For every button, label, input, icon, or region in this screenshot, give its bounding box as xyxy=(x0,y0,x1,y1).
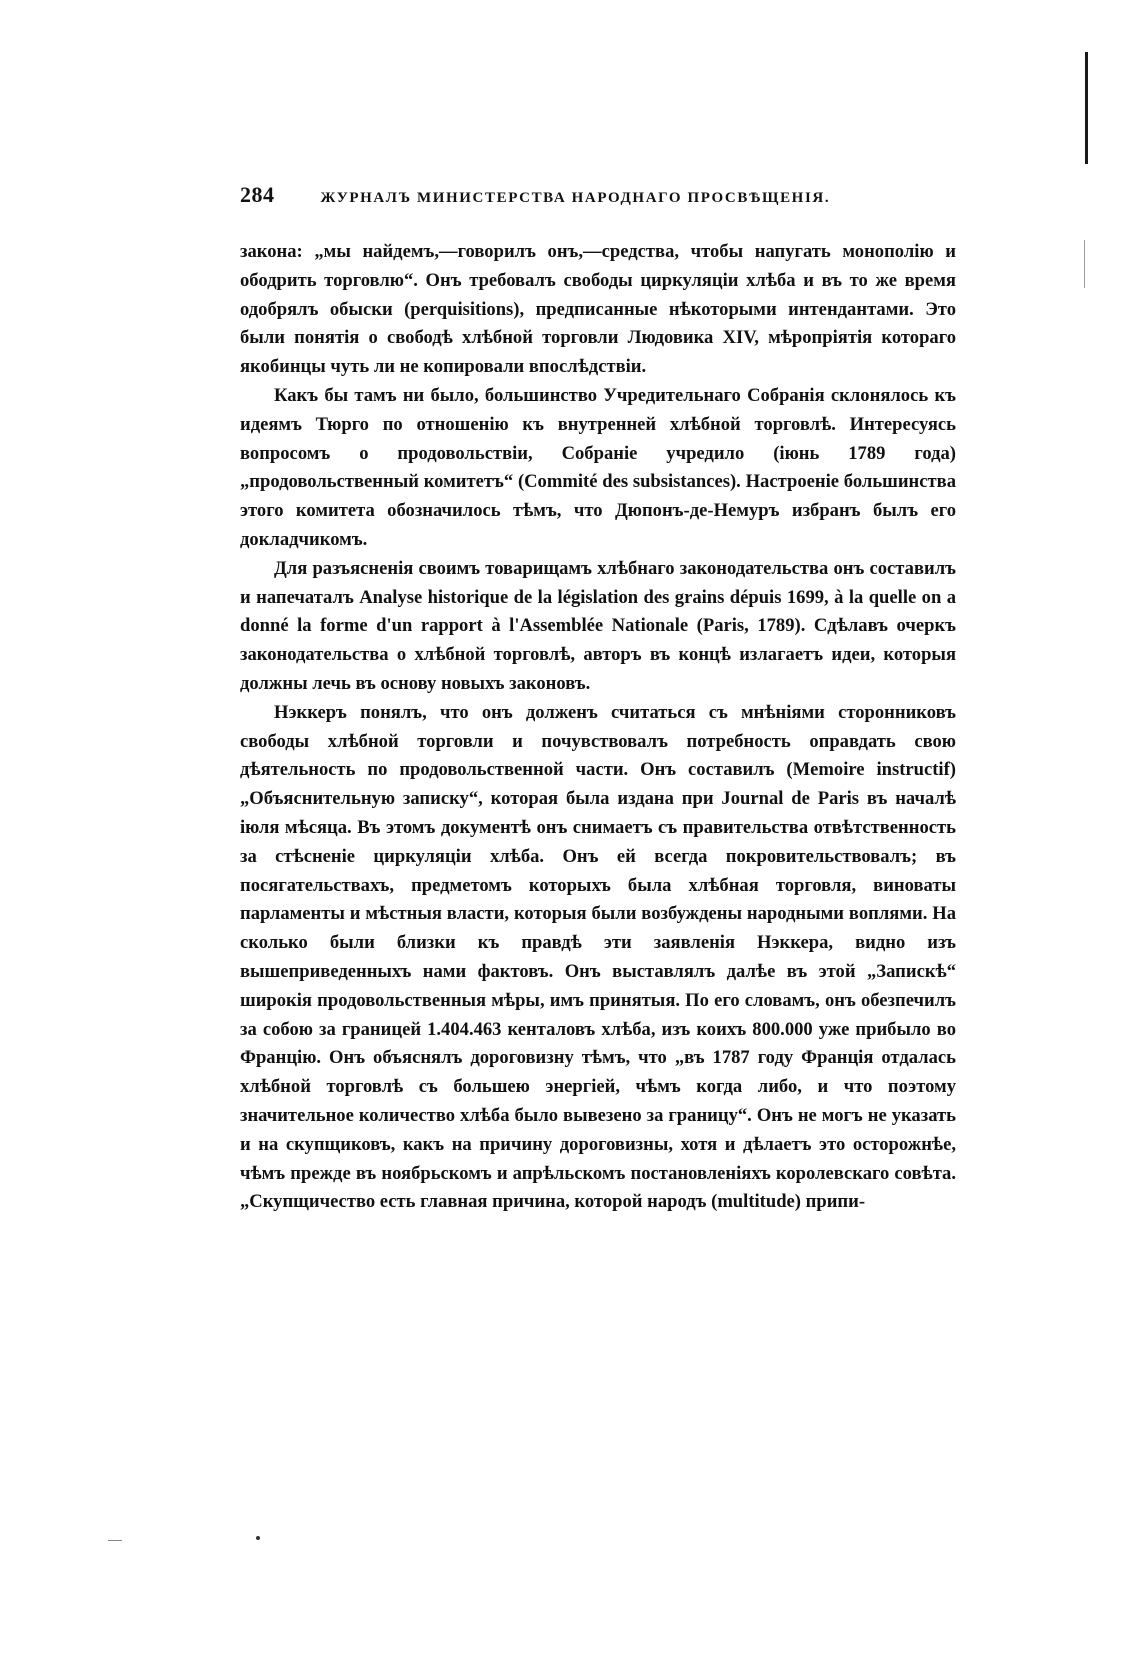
paragraph: Для разъясненія своимъ товарищамъ хлѣбнаго законодательства онъ составилъ и напечаталъ Analyse historique de la législation des grains dépuis 1699, à la quelle on a donné la forme d'un rapport à l'Assemblée Nationale (Paris, 1789). Сдѣлавъ очеркъ законодательства о хлѣбной торговлѣ, авторъ въ концѣ излагаетъ идеи, которыя должны лечь въ основу новыхъ законовъ. xyxy=(240,557,956,694)
paragraph: Какъ бы тамъ ни было, большинство Учредительнаго Собранія склонялось къ идеямъ Тюрго по отношенію къ внутренней хлѣбной торговлѣ. Интересуясь вопросомъ о продовольствіи, Собраніе учредило (іюнь 1789 года) „продовольственный комитетъ“ (Commité des subsistances). Настроеніе большинства этого комитета обозначилось тѣмъ, что Дюпонъ-де-Немуръ избранъ былъ его докладчикомъ. xyxy=(240,384,956,550)
margin-rule xyxy=(1084,240,1085,288)
paragraph: Нэккеръ понялъ, что онъ долженъ считаться съ мнѣніями сторонниковъ свободы хлѣбной торговли и почувствовалъ потребность оправдать свою дѣятельность по продовольственной части. Онъ составилъ (Memoire instructif) „Объяснительную записку“, которая была издана при Journal de Paris въ началѣ іюля мѣсяца. Въ этомъ документѣ онъ снимаетъ съ правительства отвѣтственность за стѣсненіе циркуляціи хлѣба. Онъ ей всегда покровительствовалъ; въ посягательствахъ, предметомъ которыхъ была хлѣбная торговля, виноваты парламенты и мѣстныя власти, которыя были возбуждены народными воплями. На сколько были близки къ правдѣ эти заявленія Нэккера, видно изъ вышеприведенныхъ нами фактовъ. Онъ выставлялъ далѣе въ этой „Запискѣ“ широкія продовольственныя мѣры, имъ принятыя. По его словамъ, онъ обезпечилъ за собою за границей 1.404.463 кенталовъ хлѣба, изъ коихъ 800.000 уже прибыло во Францію. Онъ объяснялъ дороговизну тѣмъ, что „въ 1787 году Франція отдалась хлѣбной торговлѣ съ большею энергіей, чѣмъ когда либо, и что поэтому значительное количество хлѣба было вывезено за границу“. Онъ не могъ не указать и на скупщиковъ, какъ на причину дороговизны, хотя и дѣлаетъ это осторожнѣе, чѣмъ прежде въ ноябрьскомъ и апрѣльскомъ постановленіяхъ королевскаго совѣта. „Скупщичество есть главная причина, которой народъ (multitude) припи- xyxy=(240,701,956,1213)
scan-speck xyxy=(108,1540,122,1541)
page-number: 284 xyxy=(240,182,275,207)
body-text xyxy=(240,238,956,1217)
paragraph-continuation: закона: „мы найдемъ,—говорилъ онъ,—средства, чтобы напугать монополію и ободрить торговлю“. Онъ требовалъ свободы циркуляціи хлѣба и въ то же время одобрялъ обыски (perquisitions), предписанные нѣкоторыми интендантами. Это были понятія о свободѣ хлѣбной торговли Людовика XIV, мѣропріятія котораго якобинцы чуть ли не копировали впослѣдствіи. xyxy=(240,241,956,378)
margin-rule xyxy=(1085,52,1088,164)
running-title: ЖУРНАЛЪ МИНИСТЕРСТВА НАРОДНАГО ПРОСВѢЩЕНІЯ. xyxy=(320,190,831,206)
page-header xyxy=(240,182,956,212)
scan-speck xyxy=(256,1536,260,1540)
